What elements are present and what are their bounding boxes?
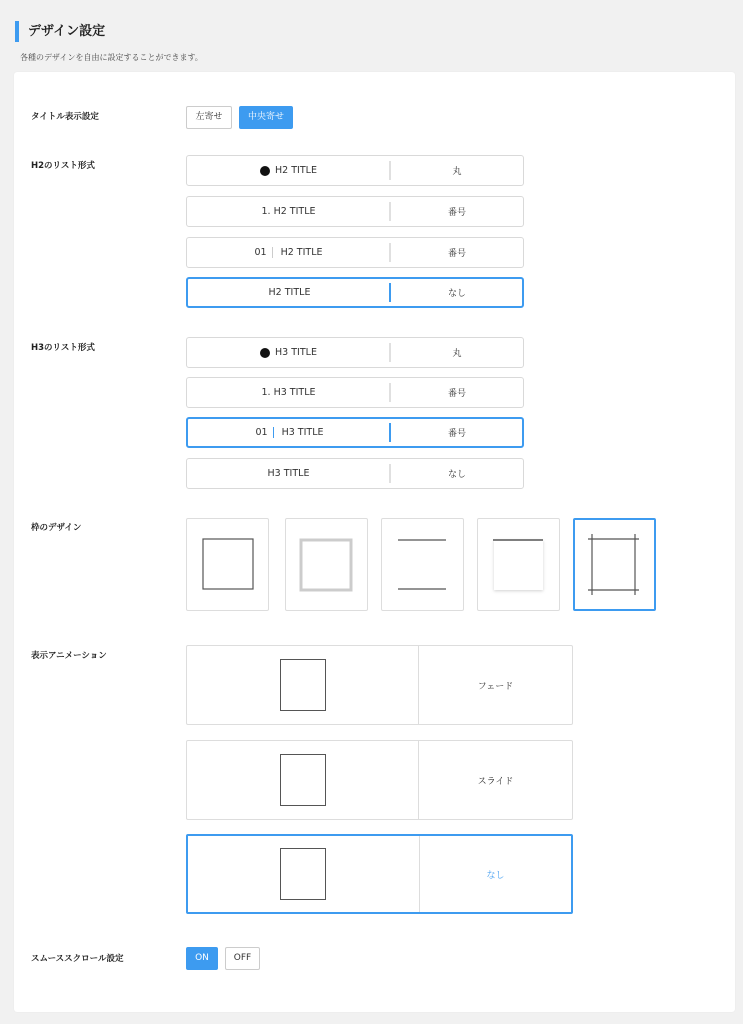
align-left-button[interactable]: 左寄せ (186, 106, 232, 129)
animation-preview (188, 836, 420, 912)
preview-box-icon (280, 754, 326, 806)
frame-crossed-icon (575, 520, 654, 609)
frame-option-top-bottom[interactable] (381, 518, 464, 611)
h2-option-none[interactable] (186, 277, 524, 308)
align-center-button[interactable]: 中央寄せ (239, 106, 293, 129)
h2-option-circle[interactable] (186, 155, 524, 186)
h3-preview-text: H3 TITLE (267, 468, 310, 479)
h2-preview-text: H2 TITLE (273, 206, 316, 217)
h2-preview (187, 156, 390, 185)
bullet-dot-icon (260, 348, 270, 358)
frame-option-shadow[interactable] (477, 518, 560, 611)
frame-solid-icon (187, 519, 270, 612)
h2-option-name: 番号 (447, 208, 466, 218)
h3-option-circle[interactable] (186, 337, 524, 368)
smooth-scroll-label: スムーススクロール設定 (31, 954, 124, 964)
bullet-dot-icon (260, 166, 270, 176)
smooth-scroll-on-button[interactable]: ON (186, 947, 218, 970)
animation-option-name: スライド (477, 776, 514, 787)
frame-option-solid[interactable] (186, 518, 269, 611)
h3-preview (187, 459, 390, 488)
h3-option-zero-number[interactable] (186, 417, 524, 448)
animation-option-name: フェード (477, 681, 514, 692)
page-title: デザイン設定 (15, 21, 105, 42)
animation-option-fade[interactable] (186, 645, 573, 725)
h2-preview-text: H2 TITLE (280, 247, 323, 258)
animation-option-slide[interactable] (186, 740, 573, 820)
h3-option-number[interactable] (186, 377, 524, 408)
animation-preview (187, 741, 419, 819)
h2-option-name: 丸 (452, 167, 462, 177)
h3-option-name: 番号 (447, 429, 466, 439)
h3-preview-text: H3 TITLE (273, 387, 316, 398)
h3-option-name: 番号 (447, 389, 466, 399)
h2-list-label: H2のリスト形式 (31, 161, 95, 171)
h2-option-zero-number[interactable] (186, 237, 524, 268)
smooth-scroll-off-button[interactable]: OFF (225, 947, 260, 970)
frame-light-icon (286, 519, 367, 610)
h2-preview (188, 279, 391, 306)
list-number: 1. (261, 206, 271, 217)
title-display-label: タイトル表示設定 (31, 112, 99, 122)
h3-option-name: 丸 (452, 349, 462, 359)
frame-option-light[interactable] (285, 518, 368, 611)
h2-option-name: なし (447, 289, 466, 299)
h3-list-label: H3のリスト形式 (31, 343, 95, 353)
frame-shadow-icon (478, 519, 559, 610)
h2-option-number[interactable] (186, 196, 524, 227)
frame-option-crossed[interactable] (573, 518, 656, 611)
list-number: 01 (255, 427, 268, 438)
animation-preview (187, 646, 419, 724)
h3-preview-text: H3 TITLE (281, 427, 324, 438)
frame-design-label: 枠のデザイン (31, 523, 82, 533)
preview-box-icon (280, 848, 326, 900)
h2-option-name: 番号 (447, 249, 466, 259)
h2-preview (187, 197, 390, 226)
animation-label: 表示アニメーション (31, 651, 107, 661)
preview-box-icon (280, 659, 326, 711)
page-description: 各種のデザインを自由に設定することができます。 (20, 53, 203, 62)
number-separator (272, 247, 273, 258)
animation-option-none[interactable] (186, 834, 573, 914)
number-separator (273, 427, 274, 438)
h3-preview (187, 338, 390, 367)
h2-preview-text: H2 TITLE (268, 287, 311, 298)
h3-preview (187, 378, 390, 407)
h3-option-none[interactable] (186, 458, 524, 489)
animation-option-name: なし (486, 870, 505, 881)
frame-top-bottom-icon (382, 519, 463, 610)
list-number: 01 (254, 247, 267, 258)
h3-option-name: なし (447, 470, 466, 480)
divider (389, 283, 391, 302)
h2-preview-text: H2 TITLE (275, 165, 317, 176)
h3-preview (188, 419, 391, 446)
h2-preview (187, 238, 390, 267)
h3-preview-text: H3 TITLE (275, 347, 317, 358)
divider (389, 423, 391, 442)
list-number: 1. (261, 387, 271, 398)
